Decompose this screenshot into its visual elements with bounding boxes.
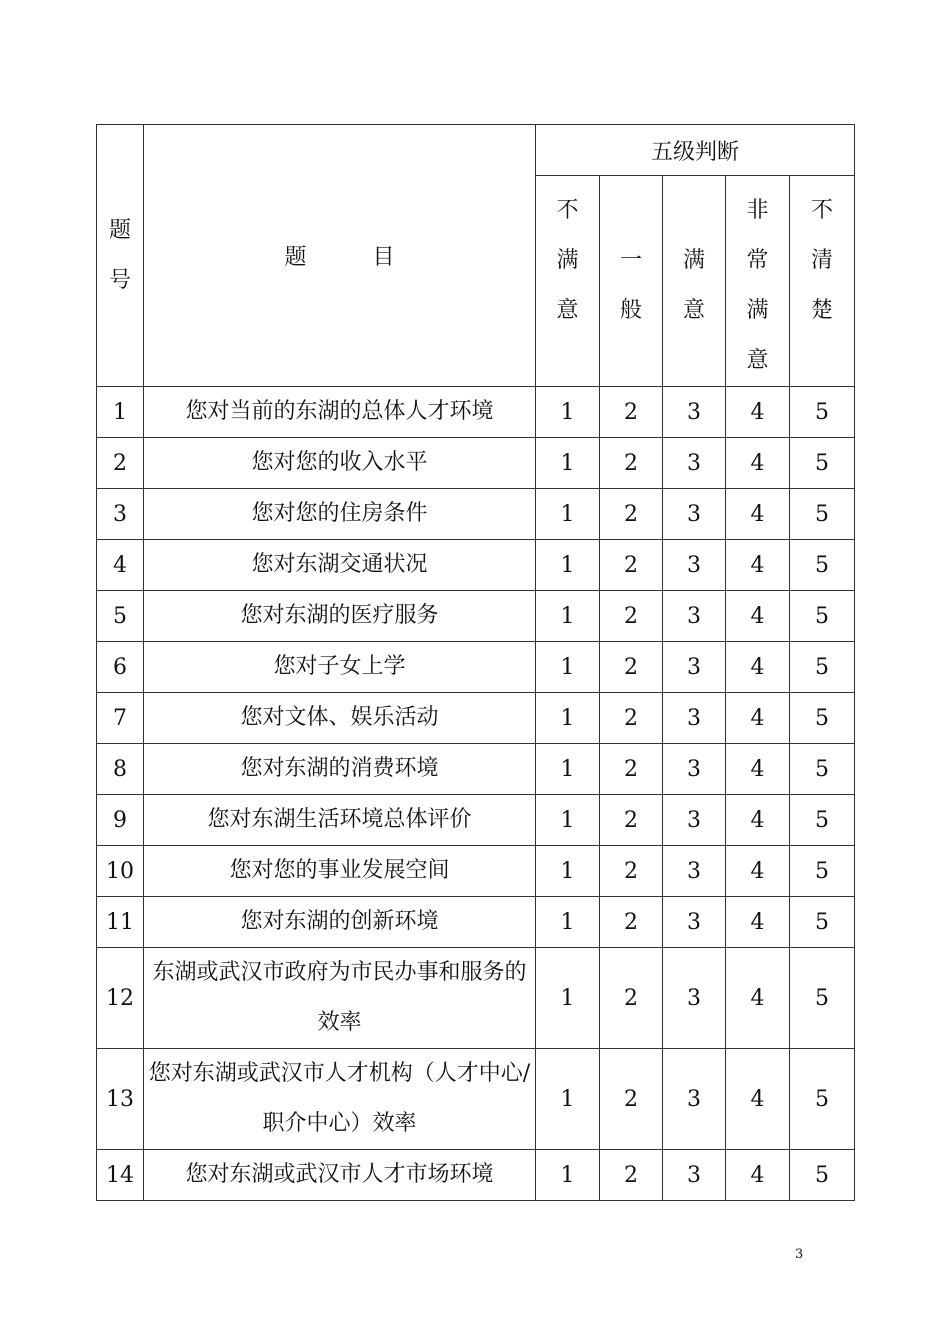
question-number: 12 [97, 948, 144, 1049]
rating-option[interactable]: 4 [726, 744, 790, 795]
rating-option[interactable]: 5 [790, 387, 855, 438]
rating-option[interactable]: 3 [663, 897, 726, 948]
option-char: 楚 [811, 298, 834, 323]
question-text: 您对东湖的医疗服务 [144, 591, 536, 642]
question-number: 9 [97, 795, 144, 846]
rating-option[interactable]: 2 [600, 387, 663, 438]
option-char: 意 [556, 298, 579, 323]
question-number: 10 [97, 846, 144, 897]
rating-option[interactable]: 3 [663, 744, 726, 795]
rating-option[interactable]: 1 [536, 795, 600, 846]
rating-option[interactable]: 5 [790, 744, 855, 795]
rating-option[interactable]: 2 [600, 1049, 663, 1150]
option-char: 满 [746, 298, 769, 323]
rating-option[interactable]: 2 [600, 591, 663, 642]
rating-option[interactable]: 1 [536, 387, 600, 438]
question-text: 您对您的事业发展空间 [144, 846, 536, 897]
rating-option[interactable]: 5 [790, 591, 855, 642]
header-item [144, 125, 536, 387]
question-text: 您对您的收入水平 [144, 438, 536, 489]
question-text: 您对东湖交通状况 [144, 540, 536, 591]
rating-option[interactable]: 4 [726, 591, 790, 642]
table-row [97, 1049, 855, 1150]
rating-option[interactable]: 5 [790, 642, 855, 693]
table-row [97, 642, 855, 693]
question-number: 5 [97, 591, 144, 642]
table-row [97, 948, 855, 1049]
table-row [97, 540, 855, 591]
rating-option[interactable]: 2 [600, 693, 663, 744]
rating-option[interactable]: 5 [790, 1049, 855, 1150]
question-text: 您对东湖或武汉市人才市场环境 [144, 1150, 536, 1201]
rating-option[interactable]: 1 [536, 1150, 600, 1201]
rating-option[interactable]: 3 [663, 693, 726, 744]
question-text: 您对当前的东湖的总体人才环境 [144, 387, 536, 438]
rating-option[interactable]: 4 [726, 540, 790, 591]
option-very-satisfied [726, 176, 790, 387]
option-char: 常 [746, 248, 769, 273]
rating-option[interactable]: 2 [600, 846, 663, 897]
table-row [97, 387, 855, 438]
rating-option[interactable]: 3 [663, 540, 726, 591]
rating-option[interactable]: 4 [726, 1049, 790, 1150]
option-unsatisfied [536, 176, 600, 387]
rating-option[interactable]: 1 [536, 948, 600, 1049]
rating-option[interactable]: 4 [726, 1150, 790, 1201]
rating-option[interactable]: 1 [536, 438, 600, 489]
page-number: 3 [795, 1247, 804, 1262]
question-text: 您对东湖生活环境总体评价 [144, 795, 536, 846]
header-number-char: 号 [108, 267, 131, 293]
rating-option[interactable]: 4 [726, 846, 790, 897]
rating-option[interactable]: 2 [600, 1150, 663, 1201]
table-row [97, 897, 855, 948]
rating-option[interactable]: 1 [536, 540, 600, 591]
header-scale: 五级判断 [536, 125, 855, 176]
rating-option[interactable]: 3 [663, 387, 726, 438]
question-number: 14 [97, 1150, 144, 1201]
rating-option[interactable]: 3 [663, 1150, 726, 1201]
option-char: 一 [619, 248, 642, 273]
rating-option[interactable]: 4 [726, 438, 790, 489]
option-char: 满 [682, 248, 705, 273]
option-satisfied [663, 176, 726, 387]
option-char: 不 [811, 198, 834, 223]
rating-option[interactable]: 1 [536, 642, 600, 693]
rating-option[interactable]: 2 [600, 438, 663, 489]
rating-option[interactable]: 3 [663, 489, 726, 540]
question-number: 7 [97, 693, 144, 744]
rating-option[interactable]: 4 [726, 489, 790, 540]
option-unclear [790, 176, 855, 387]
rating-option[interactable]: 3 [663, 591, 726, 642]
table-row [97, 693, 855, 744]
rating-option[interactable]: 5 [790, 846, 855, 897]
option-char: 意 [746, 348, 769, 373]
rating-option[interactable]: 1 [536, 693, 600, 744]
question-text: 您对东湖的消费环境 [144, 744, 536, 795]
rating-option[interactable]: 1 [536, 744, 600, 795]
option-char: 不 [556, 198, 579, 223]
rating-option[interactable]: 2 [600, 897, 663, 948]
table-row [97, 846, 855, 897]
question-number: 3 [97, 489, 144, 540]
rating-option[interactable]: 5 [790, 948, 855, 1049]
question-number: 11 [97, 897, 144, 948]
question-text: 您对子女上学 [144, 642, 536, 693]
rating-option[interactable]: 2 [600, 744, 663, 795]
table-row [97, 1150, 855, 1201]
rating-option[interactable]: 1 [536, 591, 600, 642]
rating-option[interactable]: 4 [726, 948, 790, 1049]
rating-option[interactable]: 3 [663, 1049, 726, 1150]
option-char: 般 [619, 298, 642, 323]
rating-option[interactable]: 4 [726, 693, 790, 744]
rating-option[interactable]: 1 [536, 1049, 600, 1150]
rating-option[interactable]: 1 [536, 846, 600, 897]
rating-option[interactable]: 5 [790, 897, 855, 948]
option-char: 非 [746, 198, 769, 223]
option-char: 满 [556, 248, 579, 273]
header-item-label: 题 目 [284, 245, 417, 270]
question-number: 6 [97, 642, 144, 693]
question-text: 您对您的住房条件 [144, 489, 536, 540]
header-row [97, 125, 855, 176]
rating-option[interactable]: 4 [726, 642, 790, 693]
table-row [97, 489, 855, 540]
rating-option[interactable]: 2 [600, 489, 663, 540]
question-text: 东湖或武汉市政府为市民办事和服务的效率 [144, 948, 536, 1049]
rating-option[interactable]: 4 [726, 387, 790, 438]
rating-option[interactable]: 2 [600, 948, 663, 1049]
rating-option[interactable]: 5 [790, 693, 855, 744]
table-row [97, 744, 855, 795]
table-row [97, 438, 855, 489]
rating-option[interactable]: 3 [663, 642, 726, 693]
rating-option[interactable]: 5 [790, 795, 855, 846]
question-text: 您对东湖或武汉市人才机构（人才中心/职介中心）效率 [144, 1049, 536, 1150]
rating-option[interactable]: 5 [790, 438, 855, 489]
question-number: 8 [97, 744, 144, 795]
option-char: 意 [682, 298, 705, 323]
rating-option[interactable]: 4 [726, 897, 790, 948]
rating-option[interactable]: 2 [600, 540, 663, 591]
rating-option[interactable]: 5 [790, 540, 855, 591]
rating-option[interactable]: 5 [790, 1150, 855, 1201]
rating-option[interactable]: 2 [600, 795, 663, 846]
question-text: 您对文体、娱乐活动 [144, 693, 536, 744]
rating-option[interactable]: 2 [600, 642, 663, 693]
rating-option[interactable]: 4 [726, 795, 790, 846]
rating-option[interactable]: 3 [663, 438, 726, 489]
option-average [600, 176, 663, 387]
question-number: 2 [97, 438, 144, 489]
rating-option[interactable]: 1 [536, 897, 600, 948]
header-number-char: 题 [108, 217, 131, 243]
rating-option[interactable]: 3 [663, 948, 726, 1049]
rating-option[interactable]: 3 [663, 846, 726, 897]
question-number: 13 [97, 1049, 144, 1150]
question-text: 您对东湖的创新环境 [144, 897, 536, 948]
option-char: 清 [811, 248, 834, 273]
question-number: 4 [97, 540, 144, 591]
question-number: 1 [97, 387, 144, 438]
table-row [97, 591, 855, 642]
table-row [97, 795, 855, 846]
rating-option[interactable]: 3 [663, 795, 726, 846]
survey-table [96, 124, 855, 1201]
header-number [97, 125, 144, 387]
rating-option[interactable]: 5 [790, 489, 855, 540]
rating-option[interactable]: 1 [536, 489, 600, 540]
